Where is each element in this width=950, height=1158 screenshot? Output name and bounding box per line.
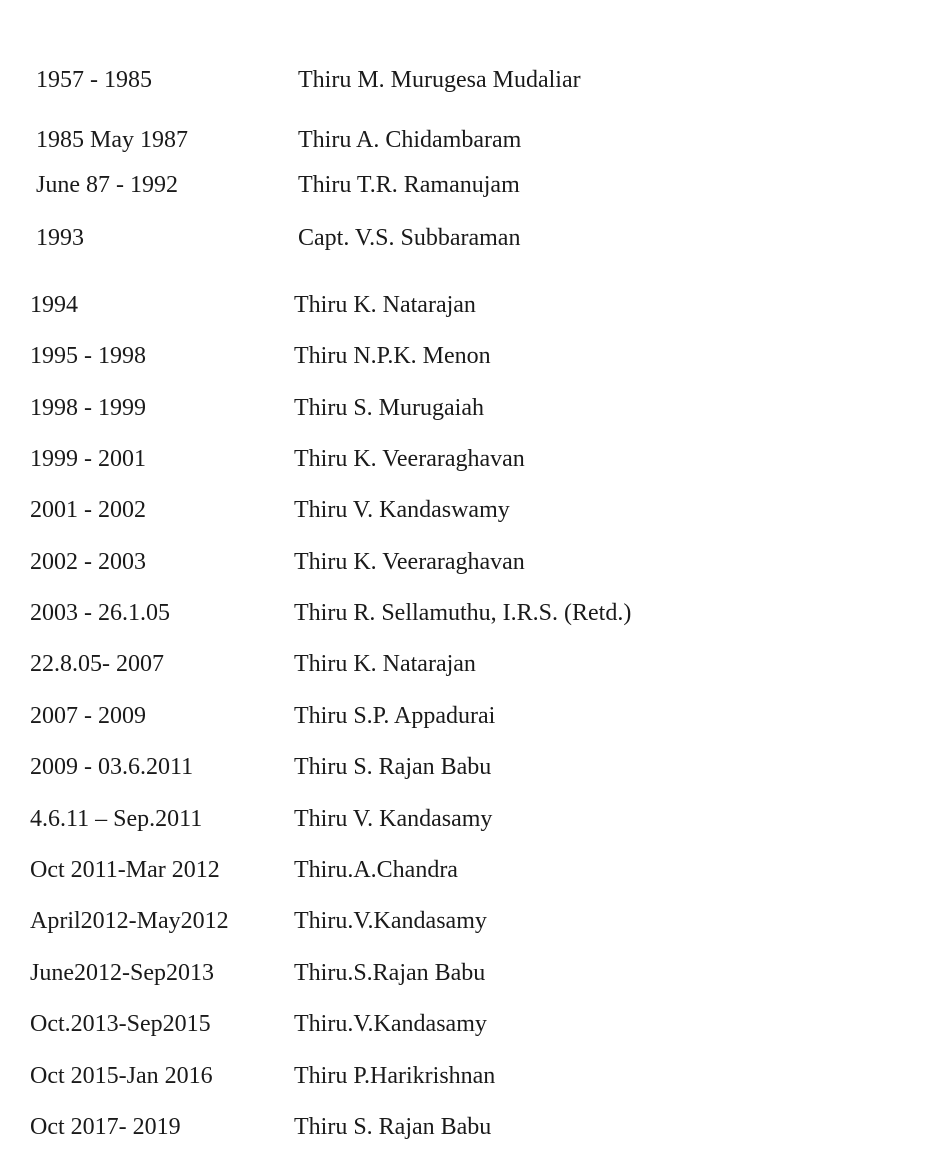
list-item (0, 593, 950, 633)
tenure-period: 1985 May 1987 (36, 127, 188, 153)
holder-name: Thiru V. Kandaswamy (294, 497, 510, 523)
holder-name: Thiru K. Natarajan (294, 651, 476, 677)
holder-name: Thiru S. Rajan Babu (294, 1114, 492, 1140)
tenure-period: June 87 - 1992 (36, 172, 178, 198)
list-item (0, 542, 950, 582)
tenure-period: June2012-Sep2013 (30, 960, 214, 986)
holder-name: Thiru K. Veeraraghavan (294, 446, 525, 472)
list-item (0, 336, 950, 376)
tenure-period: Oct.2013-Sep2015 (30, 1011, 211, 1037)
holder-name: Thiru P.Harikrishnan (294, 1063, 496, 1089)
tenure-period: 2009 - 03.6.2011 (30, 754, 194, 780)
list-item (0, 388, 950, 428)
list-item (0, 1056, 950, 1096)
holder-name: Thiru N.P.K. Menon (294, 343, 491, 369)
tenure-period: 2007 - 2009 (30, 703, 146, 729)
holder-name: Thiru.A.Chandra (294, 857, 458, 883)
list-item (0, 901, 950, 941)
holder-name: Thiru.S.Rajan Babu (294, 960, 486, 986)
holder-name: Thiru A. Chidambaram (298, 127, 522, 153)
list-item (0, 285, 950, 325)
list-item (0, 60, 950, 100)
tenure-period: Oct 2015-Jan 2016 (30, 1063, 213, 1089)
holder-name: Thiru T.R. Ramanujam (298, 172, 520, 198)
holder-name: Thiru.V.Kandasamy (294, 908, 487, 934)
list-item (0, 953, 950, 993)
tenure-period: 2001 - 2002 (30, 497, 146, 523)
holder-name: Thiru M. Murugesa Mudaliar (298, 67, 581, 93)
holder-name: Thiru.V.Kandasamy (294, 1011, 487, 1037)
list-item (0, 850, 950, 890)
tenure-period: 1957 - 1985 (36, 67, 152, 93)
holder-name: Thiru S. Murugaiah (294, 395, 484, 421)
tenure-period: 4.6.11 – Sep.2011 (30, 806, 203, 832)
holder-name: Thiru R. Sellamuthu, I.R.S. (Retd.) (294, 600, 632, 626)
tenure-period: 2003 - 26.1.05 (30, 600, 170, 626)
holder-name: Thiru K. Natarajan (294, 292, 476, 318)
list-item (0, 218, 950, 258)
list-item (0, 490, 950, 530)
list-item (0, 439, 950, 479)
tenure-period: 1993 (36, 225, 84, 251)
list-item (0, 799, 950, 839)
holder-name: Thiru S.P. Appadurai (294, 703, 496, 729)
list-item (0, 644, 950, 684)
tenure-period: 1995 - 1998 (30, 343, 146, 369)
tenure-period: Oct 2011-Mar 2012 (30, 857, 220, 883)
list-item (0, 1004, 950, 1044)
list-item (0, 165, 950, 205)
holder-name: Thiru K. Veeraraghavan (294, 549, 525, 575)
list-item (0, 747, 950, 787)
tenure-period: April2012-May2012 (30, 908, 229, 934)
list-item (0, 1107, 950, 1147)
list-item (0, 120, 950, 160)
holder-name: Thiru V. Kandasamy (294, 806, 493, 832)
list-item (0, 696, 950, 736)
tenure-period: 2002 - 2003 (30, 549, 146, 575)
tenure-period: 1999 - 2001 (30, 446, 146, 472)
tenure-period: 1998 - 1999 (30, 395, 146, 421)
holder-name: Capt. V.S. Subbaraman (298, 225, 521, 251)
tenure-period: Oct 2017- 2019 (30, 1114, 181, 1140)
tenure-period: 1994 (30, 292, 78, 318)
tenure-period: 22.8.05- 2007 (30, 651, 164, 677)
holder-name: Thiru S. Rajan Babu (294, 754, 492, 780)
